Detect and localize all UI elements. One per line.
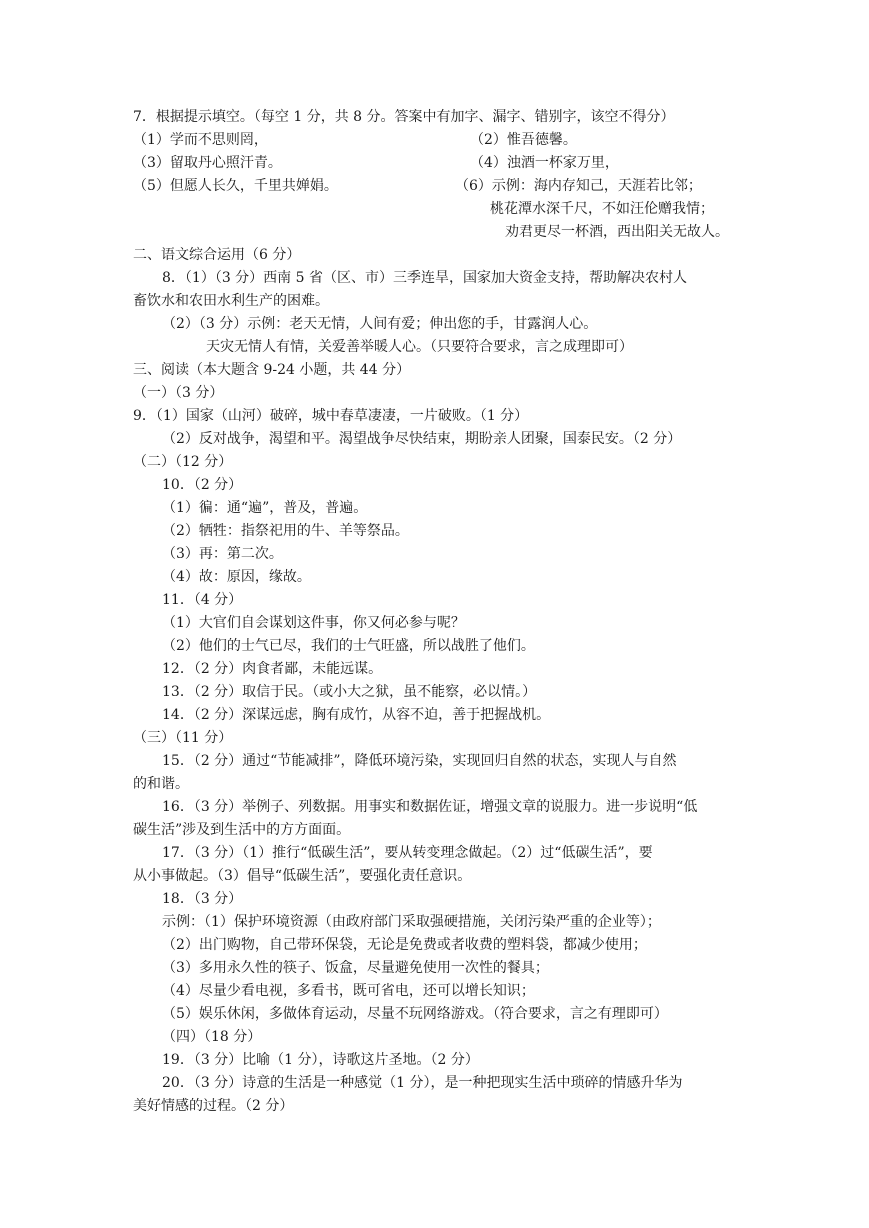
- q8-part-2: （2）（3 分）示例：老天无情，人间有爱；伸出您的手，甘露润人心。: [162, 316, 598, 332]
- q7-answer-4: （4）浊酒一杯家万里，: [470, 155, 619, 171]
- q16-answer: 16．（3 分）举例子、列数据。用事实和数据佐证，增强文章的说服力。进一步说明“低: [162, 799, 698, 815]
- q18-answer-3: （3）多用永久性的筷子、饭盒，尽量避免使用一次性的餐具；: [162, 960, 549, 976]
- q15-answer-cont: 的和谐。: [133, 776, 189, 792]
- q20-answer-cont: 美好情感的过程。（2 分）: [133, 1098, 294, 1114]
- q18-answer-2: （2）出门购物，自己带环保袋，无论是免费或者收费的塑料袋，都减少使用；: [162, 937, 647, 953]
- q7-answer-6-line-3: 劝君更尽一杯酒，西出阳关无故人。: [505, 224, 729, 240]
- q10-answer-3: （3）再：第二次。: [162, 546, 283, 562]
- q7-answer-6: （6）示例：海内存知己，天涯若比邻；: [455, 178, 702, 194]
- q11-answer-2: （2）他们的士气已尽，我们的士气旺盛，所以战胜了他们。: [162, 638, 535, 654]
- q13-answer: 13．（2 分）取信于民。（或小大之狱，虽不能察，必以情。）: [162, 684, 537, 700]
- q8-part-1-cont: 畜饮水和农田水利生产的困难。: [133, 293, 329, 309]
- q10-answer-2: （2）牺牲：指祭祀用的牛、羊等祭品。: [162, 523, 409, 539]
- q7-answer-1: （1）学而不思则罔，: [133, 132, 268, 148]
- q7-answer-3: （3）留取丹心照汗青。: [133, 155, 282, 171]
- q16-answer-cont: 碳生活”涉及到生活中的方方面面。: [133, 822, 351, 838]
- q10-heading: 10．（2 分）: [162, 477, 243, 493]
- q8-part-1: 8．（1）（3 分）西南 5 省（区、市）三季连旱，国家加大资金支持，帮助解决农村人: [162, 270, 687, 286]
- q18-answer-1: 示例：（1）保护环境资源（由政府部门采取强硬措施，关闭污染严重的企业等）；: [162, 914, 661, 930]
- subsection-1-heading: （一）（3 分）: [133, 385, 224, 401]
- subsection-4-heading: （四）（18 分）: [162, 1029, 262, 1045]
- q14-answer: 14．（2 分）深谋远虑，胸有成竹，从容不迫，善于把握战机。: [162, 707, 551, 723]
- q7-answer-6-line-2: 桃花潭水深千尺，不如汪伦赠我情；: [490, 201, 714, 217]
- section-2-heading: 二、语文综合运用（6 分）: [133, 247, 301, 263]
- q17-answer: 17．（3 分）（1）推行“低碳生活”，要从转变理念做起。（2）过“低碳生活”，要: [162, 845, 653, 861]
- q7-answer-5: （5）但愿人长久，千里共婵娟。: [133, 178, 338, 194]
- q10-answer-4: （4）故：原因，缘故。: [162, 569, 311, 585]
- q12-answer: 12．（2 分）肉食者鄙，未能远谋。: [162, 661, 383, 677]
- q18-answer-4: （4）尽量少看电视，多看书，既可省电，还可以增长知识；: [162, 983, 535, 999]
- q9-answer-2: （2）反对战争，渴望和平。渴望战争尽快结束，期盼亲人团聚，国泰民安。（2 分）: [162, 431, 682, 447]
- q8-part-2-cont: 天灾无情人有情，关爱善举暖人心。（只要符合要求，言之成理即可）: [206, 339, 633, 355]
- q19-answer: 19．（3 分）比喻（1 分），诗歌这片圣地。（2 分）: [162, 1052, 479, 1068]
- q7-answer-2: （2）惟吾德馨。: [470, 132, 577, 148]
- subsection-2-heading: （二）（12 分）: [133, 454, 233, 470]
- q7-heading: 7．根据提示填空。（每空 1 分，共 8 分。答案中有加字、漏字、错别字，该空不得分）: [133, 109, 675, 125]
- q10-answer-1: （1）徧：通“遍”，普及，普遍。: [162, 500, 368, 516]
- section-3-heading: 三、阅读（本大题含 9-24 小题，共 44 分）: [133, 362, 411, 378]
- q18-heading: 18．（3 分）: [162, 891, 243, 907]
- q9-answer-1: 9．（1）国家（山河）破碎，城中春草凄凄，一片破败。（1 分）: [133, 408, 529, 424]
- q20-answer: 20．（3 分）诗意的生活是一种感觉（1 分），是一种把现实生活中琐碎的情感升华为: [162, 1075, 683, 1091]
- q17-answer-cont: 从小事做起。（3）倡导“低碳生活”，要强化责任意识。: [133, 868, 472, 884]
- q11-answer-1: （1）大官们自会谋划这件事，你又何必参与呢？: [162, 615, 465, 631]
- q18-answer-5: （5）娱乐休闲，多做体育运动，尽量不玩网络游戏。（符合要求，言之有理即可）: [162, 1006, 668, 1022]
- q11-heading: 11．（4 分）: [162, 592, 243, 608]
- subsection-3-heading: （三）（11 分）: [133, 730, 233, 746]
- q15-answer: 15．（2 分）通过“节能减排”，降低环境污染，实现回归自然的状态，实现人与自然: [162, 753, 677, 769]
